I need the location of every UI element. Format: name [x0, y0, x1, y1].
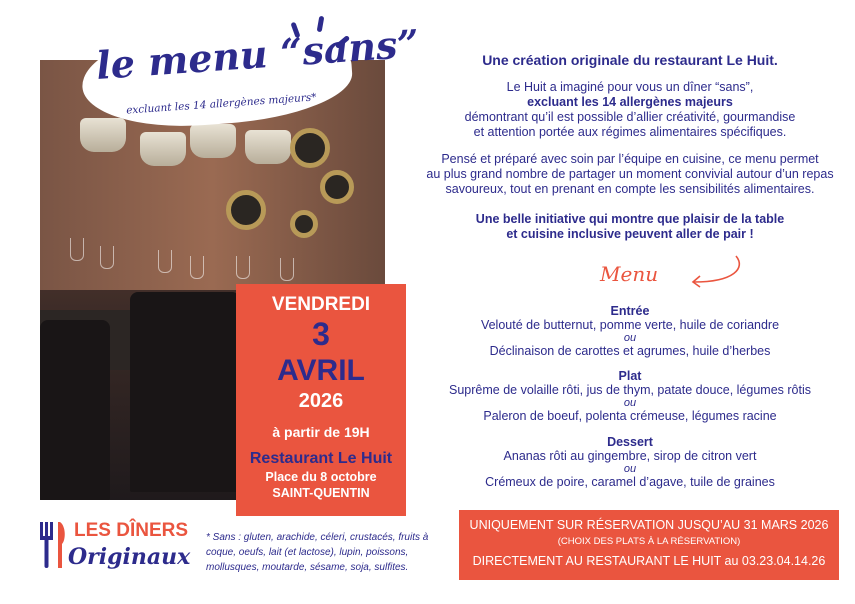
course-name: Entrée	[610, 304, 650, 318]
menu-course-starter	[410, 304, 850, 358]
event-date-box	[236, 284, 406, 516]
course-or: ou	[623, 463, 637, 475]
course-name: Dessert	[607, 435, 653, 449]
pendant-lamp	[245, 130, 291, 164]
intro-line: Pensé et préparé avec soin par l’équipe en cuisine, ce menu permet	[441, 152, 819, 166]
intro-line: et cuisine inclusive peuvent aller de pair !	[506, 227, 754, 241]
intro-line: Le Huit a imaginé pour vous un dîner “sans”,	[506, 80, 754, 94]
wall-mirror	[320, 170, 354, 204]
wall-mirror	[290, 210, 318, 238]
course-or: ou	[623, 332, 637, 344]
course-option: Déclinaison de carottes et agrumes, huile d’herbes	[489, 344, 771, 358]
intro-paragraph-1	[410, 80, 850, 140]
intro-paragraph-3	[410, 212, 850, 242]
intro-line: excluant les 14 allergènes majeurs	[527, 95, 733, 109]
wall-mirror	[226, 190, 266, 230]
curved-arrow-icon	[688, 252, 748, 292]
page-subtitle: excluant les 14 allergènes majeurs*	[125, 91, 317, 117]
event-day-name: VENDREDI	[271, 294, 371, 315]
logo-text-top: LES DÎNERS	[74, 520, 189, 541]
wine-glass	[236, 256, 250, 279]
wine-glass	[190, 256, 204, 279]
wall-mirror	[290, 128, 330, 168]
footnote-line: coque, oeufs, lait (et lactose), lupin, poissons,	[206, 547, 409, 558]
pendant-lamp	[140, 132, 186, 166]
logo-text-bottom: Originaux	[68, 544, 191, 570]
intro-paragraph-2	[410, 152, 850, 197]
footnote-line: mollusques, moutarde, sésame, soja, sulfites.	[206, 562, 409, 573]
brand-logo	[30, 516, 190, 580]
course-option: Paleron de boeuf, polenta crémeuse, légumes racine	[483, 409, 777, 423]
pendant-lamp	[80, 118, 126, 152]
course-or: ou	[623, 397, 637, 409]
event-day-number: 3	[312, 316, 330, 352]
course-name: Plat	[618, 369, 642, 383]
pendant-lamp	[190, 124, 236, 158]
dining-chair	[130, 292, 240, 492]
course-option: Crémeux de poire, caramel d’agave, tuile de graines	[485, 475, 775, 489]
page-title: le menu “sans”	[94, 20, 421, 89]
event-venue: Restaurant Le Huit	[249, 450, 393, 467]
intro-line: Une belle initiative qui montre que plaisir de la table	[475, 212, 785, 226]
reservation-note: (CHOIX DES PLATS À LA RÉSERVATION)	[557, 536, 741, 547]
wine-glass	[280, 258, 294, 281]
footnote-line: * Sans : gluten, arachide, céleri, crustacés, fruits à	[206, 532, 429, 543]
menu-course-main	[410, 369, 850, 423]
event-year: 2026	[298, 390, 344, 412]
wine-glass	[158, 250, 172, 273]
menu-course-dessert	[410, 435, 850, 489]
course-option: Ananas rôti au gingembre, sirop de citron vert	[503, 449, 757, 463]
intro-title: Une création originale du restaurant Le Huit.	[482, 52, 778, 68]
event-time: à partir de 19H	[272, 424, 370, 440]
event-city: SAINT-QUENTIN	[272, 486, 370, 500]
wine-glass	[100, 246, 114, 269]
intro-line: savoureux, tout en prenant en compte les sensibilités alimentaires.	[445, 182, 815, 196]
reservation-deadline: UNIQUEMENT SUR RÉSERVATION JUSQU’AU 31 MARS 2026	[469, 518, 829, 532]
course-option: Velouté de butternut, pomme verte, huile de coriandre	[480, 318, 780, 332]
intro-line: au plus grand nombre de partager un moment convivial autour d’un repas	[426, 167, 834, 181]
event-month: AVRIL	[277, 354, 365, 387]
course-option: Suprême de volaille rôti, jus de thym, patate douce, légumes rôtis	[449, 383, 811, 397]
menu-heading: Menu	[600, 262, 659, 286]
intro-line: et attention portée aux régimes alimentaires spécifiques.	[473, 125, 787, 139]
wine-glass	[70, 238, 84, 261]
reservation-box	[459, 510, 839, 580]
intro-line: démontrant qu’il est possible d’allier créativité, gourmandise	[464, 110, 796, 124]
dining-chair	[40, 320, 110, 500]
reservation-phone: DIRECTEMENT AU RESTAURANT LE HUIT au 03.23.04.14.26	[472, 554, 826, 568]
event-address: Place du 8 octobre	[265, 470, 377, 484]
allergen-footnote	[206, 530, 451, 575]
